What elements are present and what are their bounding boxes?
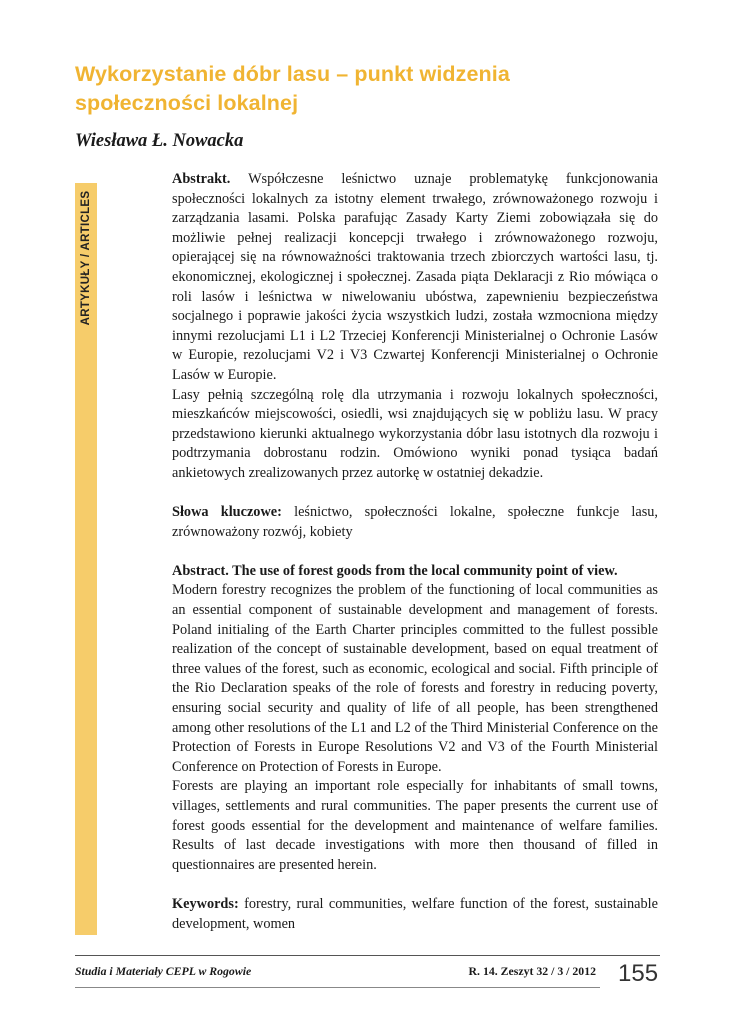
keywords-pl (172, 503, 658, 542)
keywords-en (172, 895, 658, 934)
keywords-en-text: forestry, rural communities, welfare function of the forest, sustainable development, women (172, 895, 658, 932)
title-line-1: Wykorzystanie dóbr lasu – punkt widzenia (75, 62, 510, 86)
abstract-en-paragraph-2: Forests are playing an important role especially for inhabitants of small towns, villages, settlements and rural communities. The paper presents the current use of forest goods essential for the development and maintenance of welfare families. Results of last decade investigations with more then thousand of filled in questionnaires are presented herein. (172, 778, 658, 873)
section-label-text: ARTYKUŁY / ARTICLES (80, 190, 92, 326)
footer-divider-bottom (75, 987, 600, 988)
keywords-pl-label: Słowa kluczowe: (172, 504, 282, 521)
abstract-pl-paragraph-1 (172, 170, 658, 386)
abstract-pl-label: Abstrakt. (172, 171, 231, 187)
title-line-2: społeczności lokalnej (75, 91, 299, 115)
footer-divider-top (75, 955, 660, 956)
footer-journal-name: Studia i Materiały CEPL w Rogowie (75, 964, 252, 978)
author-name: Wiesława Ł. Nowacka (75, 131, 244, 151)
abstract-en-paragraph-1: Modern forestry recognizes the problem of the functioning of local communities as an essential component of sustainable development and management of forests. Poland initialing of the Earth Charter principles committed to the fullest possible realization of the concept of sustainable development, based on equal treatment of three values of the forest, such as economic, ecological and social. Fifth principle of the Rio Declaration speaks of the role of forests and forestry in reducing poverty, ensuring social security and quality of life of all people, has been strengthened among other resolutions of the L1 and L2 of the Third Ministerial Conference on the Protection of Forests in Europe Resolutions V2 and V3 of the Fourth Ministerial Conference on Protection of Forests in Europe. (172, 582, 658, 775)
abstract-en-label: Abstract. The use of forest goods from the local community point of view. (172, 562, 618, 579)
keywords-en-label: Keywords: (172, 895, 239, 912)
abstract-en-heading (172, 562, 658, 582)
article-body (172, 170, 658, 934)
section-label (75, 183, 97, 333)
abstract-pl-paragraph-2: Lasy pełnią szczególną rolę dla utrzymania i rozwoju lokalnych społeczności, mieszkańców miejscowości, osiedli, wsi znajdujących się w pobliżu lasu. W pracy przedstawiono kierunki aktualnego wykorzystania dóbr lasu istotnych dla rozwoju i podtrzymania dobrostanu rodzin. Omówiono wyniki ponad tysiąca badań ankietowych zrealizowanych przez autorkę w ostatniej dekadzie. (172, 386, 658, 481)
article-title (75, 60, 635, 118)
keywords-pl-text: leśnictwo, społeczności lokalne, społeczne funkcje lasu, zrównoważony rozwój, kobiety (172, 504, 658, 540)
page-number: 155 (618, 960, 659, 987)
footer-issue-info: R. 14. Zeszyt 32 / 3 / 2012 (468, 964, 596, 978)
abstract-pl-text-1: Współczesne leśnictwo uznaje problematykę funkcjonowania społeczności lokalnych za istotny element trwałego, zrównoważonego rozwoju i zarządzania lasami. Polska parafując Zasady Karty Ziemi zobowiązała się do możliwie pełnej realizacji koncepcji trwałego i zrównoważonego rozwoju, opierającej się na równoważności traktowania trzech zbiorczych wartości lasu, tj. ekonomicznej, ekologicznej i społecznej. Zasada piąta Deklaracji z Rio mówiąca o roli lasów i leśnictwa w niwelowaniu ubóstwa, zapewnieniu bezpieczeństwa socjalnego i poprawie jakości życia wszystkich ludzi, została wzmocniona między innymi rezolucjami L1 i L2 Trzeciej Konferencji Ministerialnej o Ochronie Lasów w Europie, rezolucjami V2 i V3 Czwartej Konferencji Ministerialnej o Ochronie Lasów w Europie. (172, 171, 658, 383)
